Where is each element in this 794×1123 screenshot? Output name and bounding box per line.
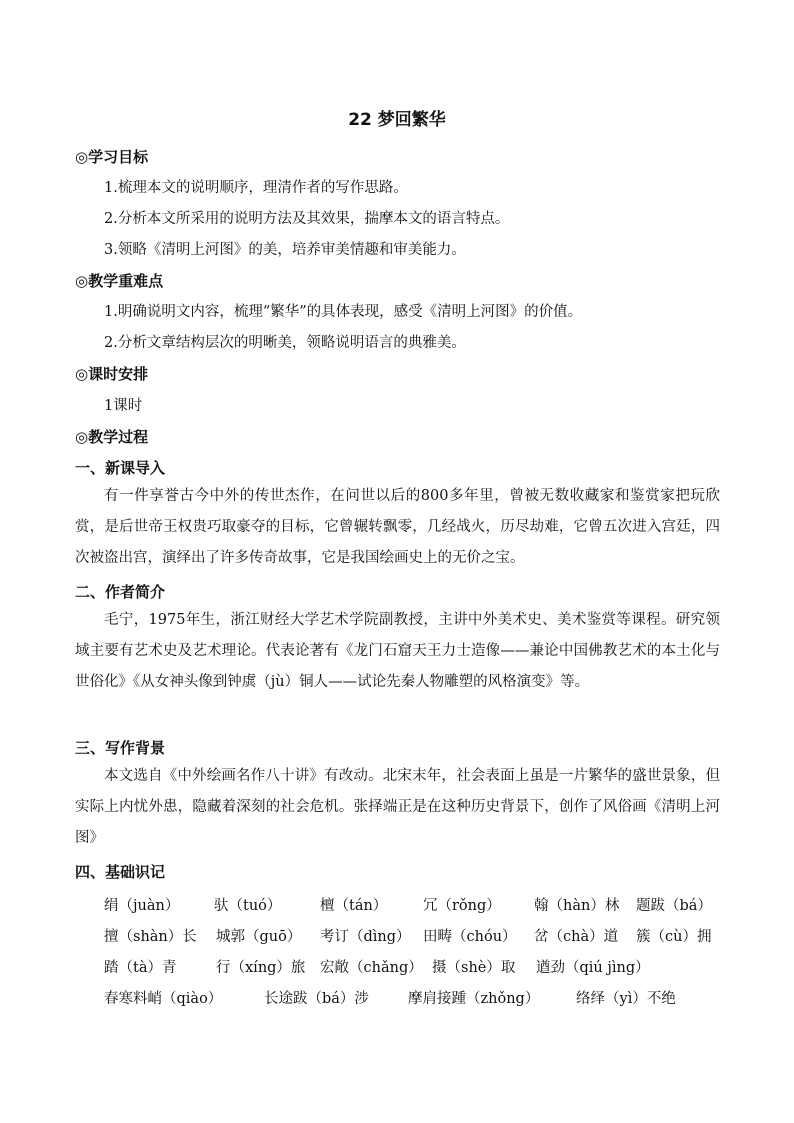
vocab-term: 檀（tán）: [320, 898, 388, 914]
vocab-row-2: [104, 925, 744, 956]
vocab-term: 冗（rǒng）: [423, 898, 501, 914]
vocab-term: 遒劲（qiú jìng）: [536, 960, 650, 976]
background-paragraph: 本文选自《中外绘画名作八十讲》有改动。北宋末年，社会表面上虽是一片繁华的盛世景象，但实际上内忧外患，隐藏着深刻的社会危机。张择端正是在这种历史背景下，创作了风俗画《清明上河图》: [75, 768, 720, 846]
schedule-text: 1课时: [104, 398, 143, 414]
goals-heading: ◎学习目标: [75, 148, 149, 166]
vocab-term: 摄（shè）取: [432, 960, 516, 976]
vocab-term: 岔（chà）道: [534, 929, 619, 945]
vocab-term: 题跋（bá）: [636, 898, 712, 914]
vocab-term: 考订（dìng）: [320, 929, 411, 945]
key-point-item-1: 1.明确说明文内容，梳理“繁华”的具体表现，感受《清明上河图》的价值。: [104, 304, 583, 320]
vocab-term: 擅（shàn）长: [104, 929, 197, 945]
key-point-item-2: 2.分析文章结构层次的明晰美，领略说明语言的典雅美。: [104, 335, 466, 351]
vocab-term: 宏敞（chǎng）: [320, 960, 423, 976]
schedule-heading: ◎课时安排: [75, 365, 149, 383]
page-title: 22 梦回繁华: [348, 110, 446, 130]
vocab-term: 城郭（guō）: [216, 929, 302, 945]
vocab-row-4: [104, 987, 744, 1018]
vocab-term: 簇（cù）拥: [636, 929, 712, 945]
vocab-term: 田畴（chóu）: [423, 929, 517, 945]
vocab-term: 绢（juàn）: [104, 898, 180, 914]
goal-item-1: 1.梳理本文的说明顺序，理清作者的写作思路。: [104, 180, 408, 196]
vocab-term: 翰（hàn）林: [534, 898, 620, 914]
author-heading: 二、作者简介: [75, 583, 166, 601]
vocab-term: 驮（tuó）: [214, 898, 282, 914]
vocab-row-3: [104, 956, 744, 987]
vocab-term: 长途跋（bá）涉: [264, 991, 369, 1007]
vocab-term: 行（xíng）旅: [216, 960, 306, 976]
key-points-heading: ◎教学重难点: [75, 272, 164, 290]
vocab-row-1: [104, 894, 744, 925]
vocab-term: 摩肩接踵（zhǒng）: [408, 991, 540, 1007]
author-paragraph: 毛宁，1975年生，浙江财经大学艺术学院副教授，主讲中外美术史、美术鉴赏等课程。研究领域主要有艺术史及艺术理论。代表论著有《龙门石窟天王力士造像——兼论中国佛教艺术的本土化与世俗化》《从女神头像到钟虡（jù）铜人——试论先秦人物雕塑的风格演变》等。: [75, 612, 720, 690]
vocab-term: 春寒料峭（qiào）: [104, 991, 223, 1007]
vocab-term: 踏（tà）青: [104, 960, 177, 976]
intro-heading: 一、新课导入: [75, 459, 166, 477]
process-heading: ◎教学过程: [75, 428, 149, 446]
background-heading: 三、写作背景: [75, 739, 166, 757]
goal-item-2: 2.分析本文所采用的说明方法及其效果，揣摩本文的语言特点。: [104, 211, 510, 227]
vocab-term: 络绎（yì）不绝: [576, 991, 676, 1007]
vocab-heading: 四、基础识记: [75, 863, 166, 881]
intro-paragraph: 有一件享誉古今中外的传世杰作，在问世以后的800多年里，曾被无数收藏家和鉴赏家把玩欣赏，是后世帝王权贵巧取豪夺的目标，它曾辗转飘零，几经战火，历尽劫难，它曾五次进入宫廷，四次被盗出宫，演绎出了许多传奇故事，它是我国绘画史上的无价之宝。: [75, 488, 720, 566]
goal-item-3: 3.领略《清明上河图》的美，培养审美情趣和审美能力。: [104, 242, 466, 258]
